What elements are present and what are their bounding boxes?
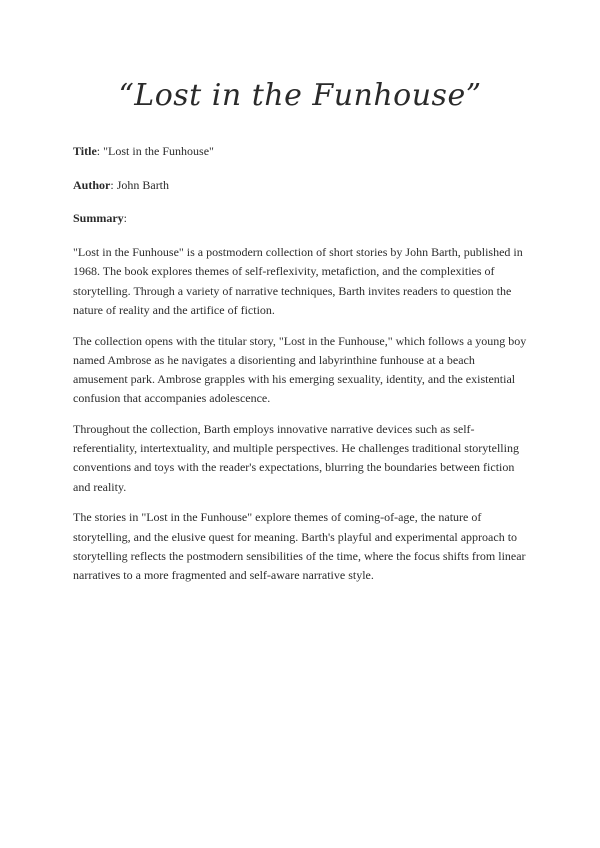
summary-separator: : bbox=[123, 211, 128, 226]
summary-paragraph-2: The collection opens with the titular story, "Lost in the Funhouse," which follows a young boy named Ambrose as he navigates a disorienting and labyrinthine funhouse at a beach amusement park. Ambrose grapples with his emerging sexuality, identity, and the existential confusion that accompanies adolescence. bbox=[73, 333, 527, 406]
author-value: John Barth bbox=[116, 177, 170, 192]
title-separator: : bbox=[96, 144, 104, 158]
summary-label: Summary bbox=[73, 211, 124, 226]
author-separator: : bbox=[110, 177, 117, 192]
title-label: Title bbox=[73, 144, 97, 158]
document-body bbox=[73, 142, 528, 597]
document-heading: “Lost in the Funhouse” bbox=[118, 78, 482, 113]
author-label: Author bbox=[73, 177, 111, 192]
summary-paragraph-3: Throughout the collection, Barth employs innovative narrative devices such as self-referentiality, intertextuality, and multiple perspectives. He challenges traditional storytelling conventions and toys with the reader's expectations, blurring the boundaries between fiction and reality. bbox=[73, 421, 519, 494]
author-line bbox=[73, 176, 528, 195]
summary-line bbox=[73, 209, 528, 228]
title-line bbox=[73, 142, 528, 161]
summary-paragraph-1: "Lost in the Funhouse" is a postmodern collection of short stories by John Barth, published in 1968. The book explores themes of self-reflexivity, metafiction, and the complexities of storytelling. Through a variety of narrative techniques, Barth invites readers to question the nature of reality and the artifice of fiction. bbox=[73, 245, 523, 317]
title-value: "Lost in the Funhouse" bbox=[103, 144, 214, 158]
summary-paragraph-4: The stories in "Lost in the Funhouse" explore themes of coming-of-age, the nature of storytelling, and the elusive quest for meaning. Barth's playful and experimental approach to storytelling reflects the postmodern sensibilities of the time, where the focus shifts from linear narratives to a more fragmented and self-aware narrative style. bbox=[73, 510, 526, 582]
